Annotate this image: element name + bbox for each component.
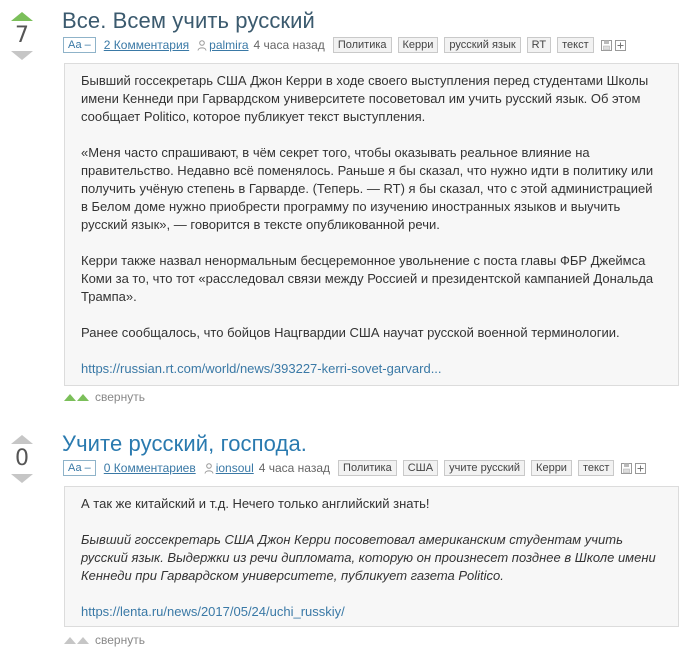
source-link[interactable]: https://russian.rt.com/world/news/393227-kerri-sovet-garvard... [81, 361, 442, 376]
tag[interactable]: Политика [338, 460, 397, 476]
arrow-up-icon [64, 637, 76, 644]
post-body [64, 63, 679, 386]
tag[interactable]: Керри [531, 460, 572, 476]
vote-widget [8, 435, 36, 483]
collapse-label[interactable]: свернуть [95, 633, 145, 647]
post-paragraph: А так же китайский и т.д. Нечего только английский знать! [81, 496, 430, 511]
author-link[interactable]: palmira [209, 38, 249, 52]
tag[interactable]: текст [578, 460, 615, 476]
post-paragraph: «Меня часто спрашивают, в чём секрет того, чтобы оказывать реальное влияние на правительство. Недавно всё поменялось. Раньше я бы сказал, что нужно идти в политику или получить учёную степень в Гарварде. (Теперь. — RT) я бы сказал, что с этой администрацией в Белом доме нужно приобрести программу по изучению иностранных языков и выучить русский язык», — говорится в тексте опубликованной речи. [81, 145, 654, 232]
collapse-control[interactable] [64, 390, 145, 404]
tag[interactable]: учите русский [444, 460, 525, 476]
author-link[interactable]: ionsoul [215, 461, 254, 475]
save-icon[interactable] [621, 463, 632, 474]
post-paragraph: Керри также назвал ненормальным бесцеремонное увольнение с поста главы ФБР Джеймса Коми за то, что тот «расследовал связи между Россией и президентской кампанией Дональда Трампа». [81, 253, 654, 304]
tag[interactable]: текст [557, 37, 594, 53]
save-icon[interactable] [601, 40, 612, 51]
font-size-toggle[interactable]: Аа – [63, 460, 96, 476]
comments-link[interactable]: 2 Комментария [103, 38, 190, 52]
comments-link[interactable]: 0 Комментариев [103, 461, 196, 475]
vote-up-icon[interactable] [11, 12, 33, 21]
post-meta [63, 37, 626, 53]
post-body [64, 486, 679, 627]
vote-down-icon[interactable] [11, 51, 33, 60]
tag[interactable]: RT [527, 37, 551, 53]
arrow-up-icon [77, 637, 89, 644]
user-icon [204, 463, 214, 474]
post-time: 4 часа назад [253, 38, 325, 52]
post-score: 7 [15, 23, 29, 48]
post-title[interactable]: Все. Всем учить русский [62, 8, 315, 33]
expand-icon[interactable] [615, 40, 626, 51]
post-meta [63, 460, 646, 476]
post-score: 0 [15, 446, 29, 471]
post-paragraph: Ранее сообщалось, что бойцов Нацгвардии США научат русской военной терминологии. [81, 325, 620, 340]
tag[interactable]: Политика [333, 37, 392, 53]
vote-up-icon[interactable] [11, 435, 33, 444]
tag[interactable]: США [403, 460, 438, 476]
font-size-toggle[interactable]: Аа – [63, 37, 96, 53]
source-link[interactable]: https://lenta.ru/news/2017/05/24/uchi_russkiy/ [81, 604, 345, 619]
post-paragraph: Бывший госсекретарь США Джон Керри в ходе своего выступления перед студентами Школы имени Кеннеди при Гарвардском университете посоветовал им учить русский язык. Об этом сообщает Politico, которое публикует текст выступления. [81, 73, 649, 124]
collapse-label[interactable]: свернуть [95, 390, 145, 404]
user-icon [197, 40, 207, 51]
vote-widget [8, 12, 36, 60]
post-time: 4 часа назад [258, 461, 331, 475]
post-paragraph: Бывший госсекретарь США Джон Керри посоветовал американским студентам учить русский язык. Выдержки из речи дипломата, которую он произнесет позднее в Школе имени Кеннеди при Гарвардском университете, публикует газета Politico. [81, 532, 656, 583]
collapse-control[interactable] [64, 633, 145, 647]
tag[interactable]: русский язык [444, 37, 520, 53]
arrow-up-icon [64, 394, 76, 401]
vote-down-icon[interactable] [11, 474, 33, 483]
expand-icon[interactable] [635, 463, 646, 474]
post-title[interactable]: Учите русский, господа. [62, 431, 307, 456]
tag[interactable]: Керри [398, 37, 439, 53]
arrow-up-icon [77, 394, 89, 401]
